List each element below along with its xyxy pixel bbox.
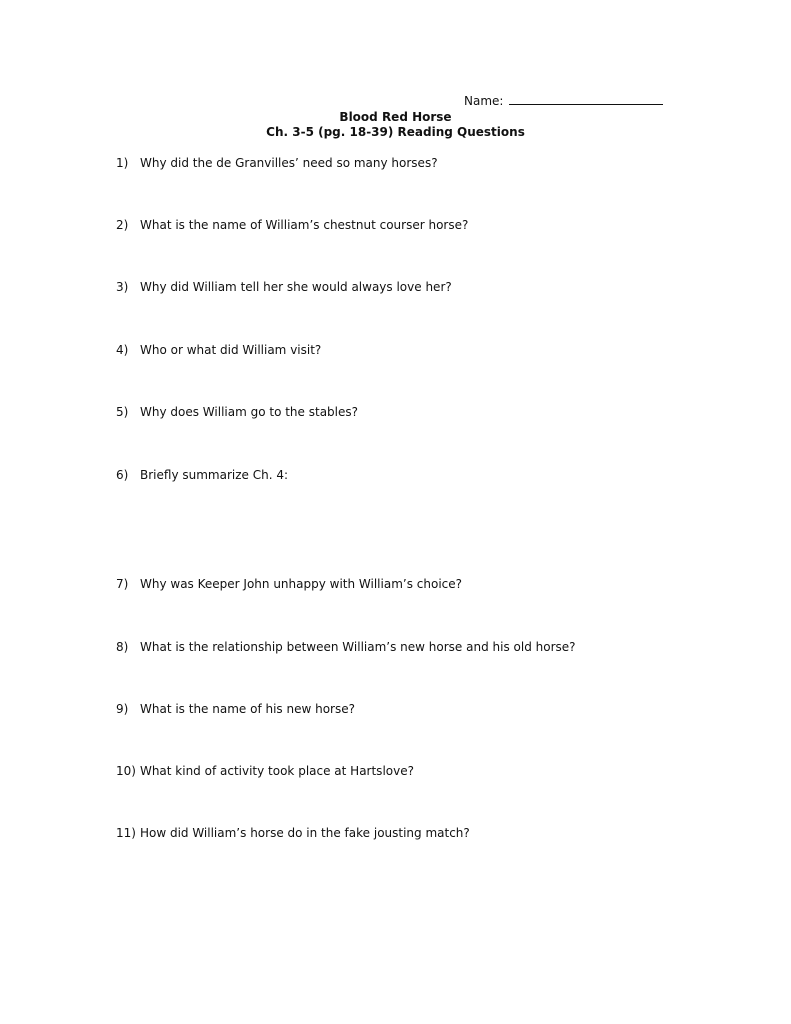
- question-11: [116, 826, 470, 840]
- question-number: 2): [116, 218, 129, 232]
- question-7: [116, 577, 462, 591]
- name-field: [464, 93, 663, 108]
- question-3: [116, 280, 452, 294]
- question-number: 1): [116, 156, 129, 170]
- question-number: 7): [116, 577, 129, 591]
- question-4: [116, 343, 321, 357]
- name-label: Name:: [464, 94, 504, 108]
- question-10: [116, 764, 414, 778]
- worksheet-subtitle: Ch. 3-5 (pg. 18-39) Reading Questions: [266, 125, 525, 139]
- question-8: [116, 640, 576, 654]
- question-text: Who or what did William visit?: [140, 343, 322, 357]
- question-2: [116, 218, 468, 232]
- question-number: 10): [116, 764, 136, 778]
- question-number: 4): [116, 343, 129, 357]
- question-text: Why did William tell her she would always love her?: [140, 280, 452, 294]
- question-text: Why did the de Granvilles’ need so many horses?: [140, 156, 438, 170]
- question-6: [116, 468, 288, 482]
- question-text: How did William’s horse do in the fake jousting match?: [139, 826, 470, 840]
- question-number: 6): [116, 468, 129, 482]
- question-number: 5): [116, 405, 129, 419]
- question-text: What kind of activity took place at Hartslove?: [139, 764, 414, 778]
- question-number: 9): [116, 702, 129, 716]
- question-number: 3): [116, 280, 129, 294]
- question-5: [116, 405, 358, 419]
- question-9: [116, 702, 355, 716]
- question-number: 8): [116, 640, 129, 654]
- question-text: Why was Keeper John unhappy with William’s choice?: [140, 577, 462, 591]
- question-1: [116, 156, 438, 170]
- question-text: What is the name of William’s chestnut courser horse?: [140, 218, 469, 232]
- worksheet-title: Blood Red Horse: [339, 110, 452, 124]
- question-number: 11): [116, 826, 136, 840]
- question-text: What is the relationship between William’s new horse and his old horse?: [140, 640, 576, 654]
- name-blank-line[interactable]: [509, 93, 663, 105]
- question-text: Why does William go to the stables?: [140, 405, 358, 419]
- question-text: Briefly summarize Ch. 4:: [140, 468, 289, 482]
- question-text: What is the name of his new horse?: [140, 702, 355, 716]
